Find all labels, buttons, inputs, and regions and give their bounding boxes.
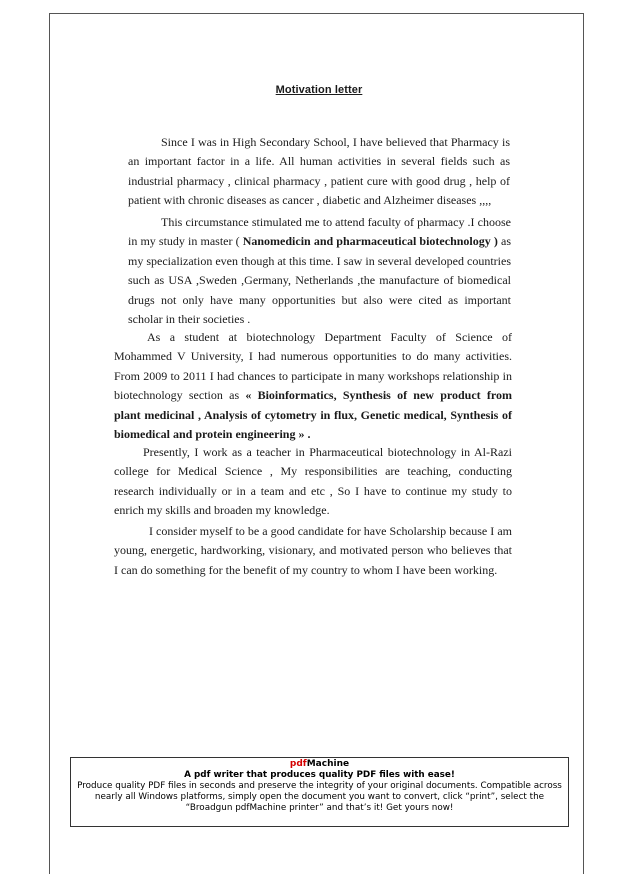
paragraph-5 — [114, 522, 512, 580]
paragraph-3-text-a: As a student at biotechnology Department Faculty of Science of Mohammed V University, I had numerous opportunities to do many activities. From 2009 to 2011 I had chances to participate in many workshops relationship in biotechnology section as — [114, 330, 512, 403]
paragraph-3-bold: « Bioinformatics, Synthesis of new product from plant medicinal , Analysis of cytometry in flux, Genetic medical, Synthesis of biomedical and protein engineering » . — [114, 388, 513, 442]
footer-line-2: nearly all Windows platforms, simply open the document you want to convert, click “print”, select the — [94, 792, 545, 802]
paragraph-5-text: I consider myself to be a good candidate for have Scholarship because I am young, energetic, hardworking, visionary, and motivated person who believes that I can do something for the benefit of my country to whom I have been working. — [114, 524, 512, 577]
document-title: Motivation letter — [275, 84, 363, 96]
paragraph-2 — [128, 213, 511, 329]
paragraph-2-text-b: as my specialization even though at this time. I saw in several developed countries such as USA ,Sweden ,Germany, Netherlands ,the manufacture of biomedical drugs not only have many opportunities but also were cited as important scholar in their societies . — [128, 234, 511, 327]
pdfmachine-footer-banner — [70, 757, 569, 827]
paragraph-4-text: Presently, I work as a teacher in Pharmaceutical biotechnology in Al-Razi college for Medical Science , My responsibilities are teaching, conducting research individually or in a team and etc , So I have to continue my study to enrich my skills and broaden my knowledge. — [114, 445, 512, 518]
brand-prefix: pdf — [289, 759, 307, 769]
paragraph-2-bold: Nanomedicin and pharmaceutical biotechnology ) — [242, 234, 498, 249]
footer-line-1: Produce quality PDF files in seconds and preserve the integrity of your original documents. Compatible across — [77, 781, 562, 791]
paragraph-1-text: Since I was in High Secondary School, I have believed that Pharmacy is an important factor in a life. All human activities in several fields such as industrial pharmacy , clinical pharmacy , patient cure with good drug , help of patient with chronic diseases as cancer , diabetic and Alzheimer diseases ,,,, — [128, 135, 510, 208]
brand-suffix: Machine — [306, 759, 350, 769]
footer-tagline: A pdf writer that produces quality PDF files with ease! — [184, 770, 455, 780]
footer-line-3: “Broadgun pdfMachine printer” and that’s it! Get yours now! — [185, 803, 454, 813]
paragraph-1 — [128, 133, 510, 211]
paragraph-3 — [114, 328, 512, 444]
pdfmachine-brand — [71, 759, 568, 770]
paragraph-4 — [114, 443, 512, 521]
paragraph-2-text-a: This circumstance stimulated me to attend faculty of pharmacy .I choose in my study in master ( — [128, 215, 511, 249]
